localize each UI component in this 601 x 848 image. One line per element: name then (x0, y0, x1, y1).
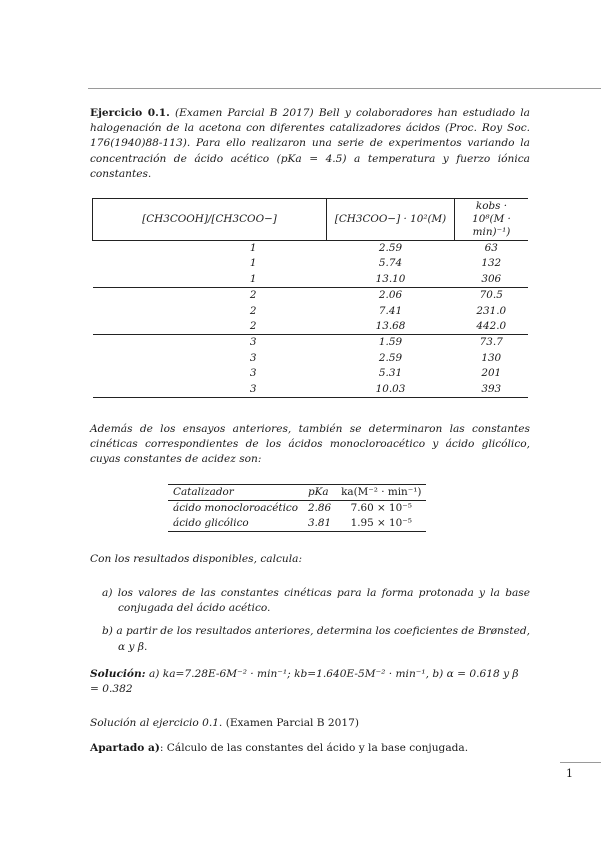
cell: 2 (249, 304, 257, 317)
question-list (90, 586, 530, 655)
cell: 10.03 (327, 382, 455, 398)
cell: 7.60 × 10⁻⁵ (350, 501, 412, 514)
item-text: los valores de las constantes cinéticas para la forma protonada y la base conjugada del ácido acético. (117, 586, 530, 615)
cell: 3 (249, 351, 257, 364)
cell: 73.7 (479, 336, 503, 349)
cell: 63 (484, 242, 498, 255)
table-row (93, 351, 529, 366)
cell: 2.59 (378, 242, 403, 255)
cell: 2.86 (307, 501, 332, 514)
table-row (93, 241, 529, 257)
cell: 393 (455, 382, 529, 398)
solution-ref-source: (Examen Parcial B 2017) (225, 717, 360, 730)
cell: 1 (249, 242, 257, 255)
cell: 7.41 (378, 304, 403, 317)
exercise-statement (90, 106, 530, 182)
cell: 13.68 (327, 319, 455, 335)
solution-text: a) ka=7.28E-6M⁻² · min⁻¹; kb=1.640E-5M⁻² · min⁻¹, b) α = 0.618 y β = 0.382 (90, 667, 519, 695)
paragraph-acid-constants: Además de los ensayos anteriores, también se determinaron las constantes cinéticas correspondientes de los ácidos monocloroacético y ácido glicólico, cuyas constantes de acidez son: (90, 423, 530, 466)
table-row (93, 366, 529, 381)
page-number: 1 (566, 767, 573, 780)
table-row (93, 304, 529, 319)
solution-summary (90, 667, 530, 697)
item-text: a partir de los resultados anteriores, determina los coeficientes de Brønsted, α y β. (116, 625, 530, 653)
cell: 3.81 (303, 516, 336, 532)
cell: 3 (93, 382, 327, 398)
cell: 5.31 (378, 367, 403, 380)
cell: ácido monocloroacético (173, 501, 298, 514)
cell: 231.0 (476, 304, 507, 317)
paragraph-calculate: Con los resultados disponibles, calcula: (90, 552, 303, 565)
list-item (90, 586, 530, 616)
item-label: a) (102, 586, 113, 599)
cell: 70.5 (479, 289, 503, 302)
cell: 306 (455, 272, 529, 288)
solution-reference (90, 716, 530, 731)
table-row (93, 382, 529, 398)
cell: 132 (481, 257, 502, 270)
table-row (168, 516, 426, 532)
cell: 2 (93, 319, 327, 335)
apartado-label: Apartado a) (90, 742, 160, 755)
cell: 3 (249, 367, 257, 380)
cell: 5.74 (378, 257, 403, 270)
exercise-heading: Ejercicio 0.1. (90, 107, 170, 119)
cell: 130 (481, 351, 502, 364)
col-pka-header: pKa (303, 484, 336, 500)
cell: 1.59 (378, 336, 403, 349)
table-header-row (93, 199, 529, 241)
page-content (90, 106, 530, 757)
solution-ref-title: Solución al ejercicio 0.1. (90, 717, 223, 730)
col-ratio-header: [CH3COOH]/[CH3COO−] (93, 199, 327, 241)
solution-label: Solución: (90, 667, 146, 680)
col-ka-header: ka(M⁻² · min⁻¹) (336, 484, 426, 500)
table-row (168, 500, 426, 516)
table-row (93, 319, 529, 335)
table-row (93, 256, 529, 271)
exercise-intro: (Examen Parcial B 2017) Bell y colaboradores han estudiado la halogenación de la acetona con diferentes catalizadores ácidos (Proc. Roy Soc. 176(1940)88-113). Para ello realizaron una serie de experimentos variando la concentración de ácido acético (pKa = 4.5) a temperatura y fuerzo iónica constantes. (90, 107, 530, 180)
cell: 1.95 × 10⁻⁵ (336, 516, 426, 532)
cell: 201 (481, 367, 502, 380)
cell: 2.59 (378, 351, 403, 364)
cell: ácido glicólico (168, 516, 303, 532)
cell: 3 (249, 336, 257, 349)
table-header-row (168, 484, 426, 500)
cell: 1 (249, 257, 257, 270)
list-item (90, 624, 530, 654)
experiments-table (92, 198, 528, 398)
table-row (93, 288, 529, 304)
header-rule (88, 88, 601, 89)
cell: 1 (93, 272, 327, 288)
footer-rule (560, 762, 601, 763)
cell: 13.10 (327, 272, 455, 288)
cell: 442.0 (455, 319, 529, 335)
cell: 2.06 (378, 289, 403, 302)
cell: 2 (249, 289, 257, 302)
item-label: b) (102, 625, 113, 638)
table-row (93, 335, 529, 351)
table-row (93, 272, 529, 288)
col-catalyst-header: Catalizador (168, 484, 303, 500)
apartado-text: : Cálculo de las constantes del ácido y la base conjugada. (159, 742, 469, 755)
apartado-heading (90, 741, 530, 756)
col-kobs-header: kobs · 10⁸(M · min)⁻¹) (455, 199, 529, 241)
catalysts-table (168, 484, 426, 532)
col-acetate-header: [CH3COO−] · 10²(M) (327, 199, 455, 241)
